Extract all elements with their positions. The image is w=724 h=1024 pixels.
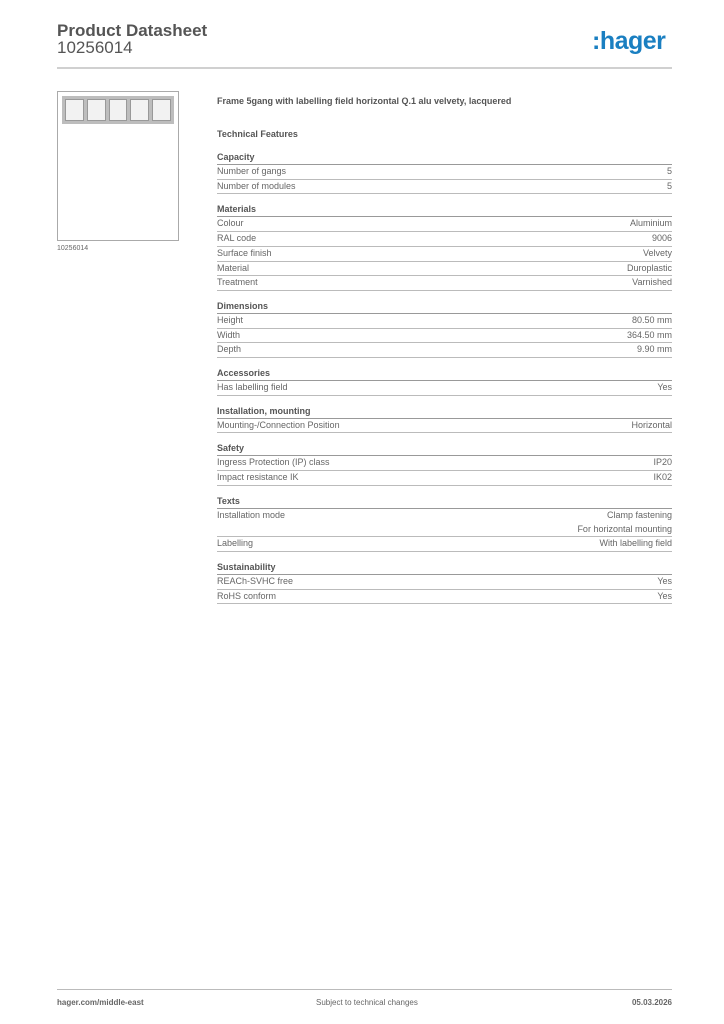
section-heading: Sustainability — [217, 561, 672, 575]
feature-label: REACh-SVHC free — [217, 575, 294, 586]
feature-row — [217, 419, 672, 434]
header-divider — [57, 67, 672, 69]
footer-date: 05.03.2026 — [631, 998, 672, 1007]
feature-row — [217, 232, 672, 247]
feature-label: Depth — [217, 344, 242, 355]
feature-row — [217, 456, 672, 471]
feature-value: IP20 — [653, 457, 672, 468]
feature-value: 9.90 mm — [636, 344, 672, 355]
feature-value: Horizontal — [631, 419, 672, 430]
section-heading: Accessories — [217, 367, 672, 381]
feature-label: Treatment — [217, 277, 258, 288]
section-heading: Dimensions — [217, 300, 672, 314]
feature-label: Ingress Protection (IP) class — [217, 457, 330, 468]
feature-label: Width — [217, 329, 241, 340]
feature-row — [217, 471, 672, 486]
feature-section — [217, 495, 672, 552]
feature-section — [217, 442, 672, 485]
feature-label: Number of gangs — [217, 166, 287, 176]
feature-row — [217, 217, 672, 232]
feature-value: 5 — [666, 180, 672, 191]
section-heading: Safety — [217, 442, 672, 456]
feature-section — [217, 203, 672, 291]
footer-notice: Subject to technical changes — [316, 998, 418, 1007]
footer-website: hager.com/middle-east — [57, 998, 144, 1007]
feature-label: Mounting-/Connection Position — [217, 419, 340, 430]
feature-row — [217, 509, 672, 537]
feature-value: 9006 — [651, 233, 672, 244]
frame-5gang-picture — [62, 96, 174, 124]
feature-sections — [217, 151, 672, 604]
image-caption: 10256014 — [57, 245, 89, 252]
section-heading: Texts — [217, 495, 672, 509]
section-heading: Capacity — [217, 151, 672, 165]
feature-value: Yes — [657, 575, 672, 586]
feature-section — [217, 367, 672, 396]
feature-section — [217, 151, 672, 194]
product-image — [57, 91, 179, 241]
feature-value: Clamp fastening For horizontal mounting — [577, 509, 672, 534]
feature-value: With labelling field — [599, 538, 672, 549]
product-number: 10256014 — [57, 38, 133, 57]
feature-section — [217, 300, 672, 358]
page-title: Product Datasheet — [57, 21, 208, 40]
feature-value: Aluminium — [629, 218, 672, 229]
feature-label: Colour — [217, 218, 244, 229]
footer-divider — [57, 989, 672, 990]
feature-row — [217, 165, 672, 180]
feature-row — [217, 381, 672, 396]
feature-label: Surface finish — [217, 247, 272, 258]
feature-label: Installation mode — [217, 509, 286, 520]
section-heading: Materials — [217, 203, 672, 217]
feature-label: Height — [217, 314, 244, 325]
datasheet-content — [217, 96, 672, 613]
feature-row — [217, 314, 672, 329]
feature-section — [217, 561, 672, 604]
feature-row — [217, 180, 672, 195]
feature-label: RoHS conform — [217, 590, 277, 601]
feature-row — [217, 537, 672, 552]
feature-row — [217, 247, 672, 262]
feature-value: Yes — [657, 590, 672, 601]
section-heading: Installation, mounting — [217, 405, 672, 419]
feature-section — [217, 405, 672, 434]
feature-row — [217, 343, 672, 358]
feature-label: RAL code — [217, 233, 257, 244]
feature-label: Has labelling field — [217, 382, 288, 393]
feature-value: Yes — [657, 382, 672, 393]
feature-label: Material — [217, 262, 250, 273]
technical-features-heading: Technical Features — [217, 129, 298, 139]
hager-logo: :hager — [592, 27, 666, 55]
feature-value: Duroplastic — [626, 262, 672, 273]
feature-value: 80.50 mm — [631, 314, 672, 325]
feature-value: 5 — [666, 166, 672, 176]
feature-value: Varnished — [632, 277, 672, 288]
feature-row — [217, 575, 672, 590]
feature-value: 364.50 mm — [626, 329, 672, 340]
product-name: Frame 5gang with labelling field horizontal Q.1 alu velvety, lacquered — [217, 96, 512, 106]
feature-label: Number of modules — [217, 180, 296, 191]
feature-row — [217, 276, 672, 291]
feature-label: Labelling — [217, 538, 254, 549]
feature-row — [217, 262, 672, 277]
feature-value: Velvety — [642, 247, 672, 258]
feature-row — [217, 590, 672, 605]
feature-label: Impact resistance IK — [217, 472, 299, 483]
feature-row — [217, 329, 672, 344]
feature-value: IK02 — [653, 472, 672, 483]
